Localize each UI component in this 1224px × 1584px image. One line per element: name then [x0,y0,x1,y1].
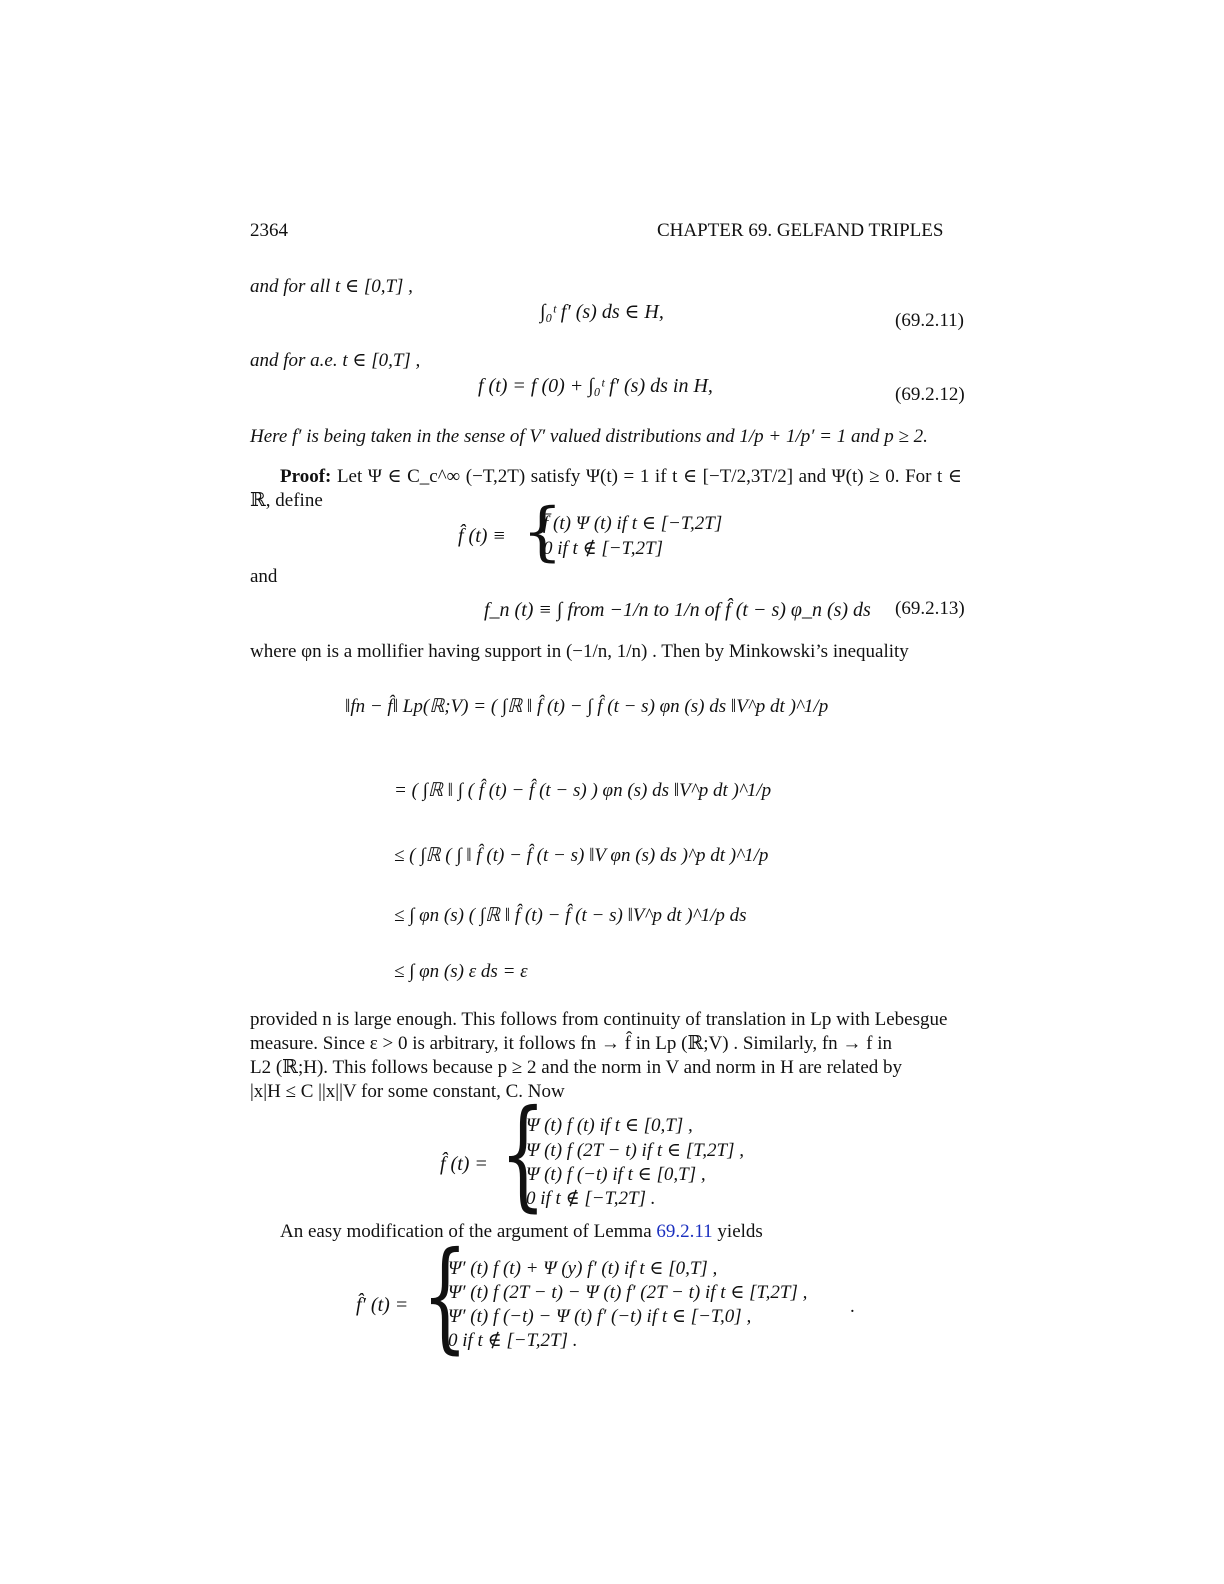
para-line: |x|H ≤ C ||x||V for some constant, C. Now [250,1081,565,1102]
fprime-case-3: Ψ′ (t) f (−t) − Ψ (t) f′ (−t) if t ∈ [−T,0] , [448,1306,752,1327]
theorem-text: Here f′ is being taken in the sense of V′ valued distributions and 1/p + 1/p′ = 1 and p ≥ 2. [250,426,928,447]
proof-paragraph [250,465,962,513]
left-brace: { [522,495,563,569]
equation-69-2-13: f_n (t) ≡ ∫ from −1/n to 1/n of f̂ (t − s) φ_n (s) ds [484,599,871,621]
fhat-case-2: Ψ (t) f (2T − t) if t ∈ [T,2T] , [526,1140,744,1161]
text-line: where φn is a mollifier having support in (−1/n, 1/n) . Then by Minkowski’s inequality [250,641,909,662]
fprime-case-2: Ψ′ (t) f (2T − t) − Ψ (t) f′ (2T − t) if t ∈ [T,2T] , [448,1282,808,1303]
fhat-lhs: f̂ (t) = [440,1153,488,1175]
chain-line-4: ≤ ∫ φn (s) ( ∫ℝ ‖ f̂ (t) − f̂ (t − s) ‖V^p dt )^1/p ds [394,905,747,926]
text-fragment: An easy modification of the argument of Lemma [280,1221,652,1242]
text-and: and [250,566,278,587]
equation-text: f (t) = f (0) + ∫₀ᵗ f′ (s) ds in H, [478,375,713,397]
period: . [850,1296,855,1317]
fhat-case-4: 0 if t ∉ [−T,2T] . [526,1188,656,1209]
chain-line-5: ≤ ∫ φn (s) ε ds = ε [394,961,528,982]
chapter-title: CHAPTER 69. GELFAND TRIPLES [657,220,944,241]
text-line: and for a.e. t ∈ [0,T] , [250,350,421,371]
para-line: measure. Since ε > 0 is arbitrary, it follows fn → f̂ in Lp (ℝ;V) . Similarly, fn → f in [250,1033,893,1054]
fhat-case-3: Ψ (t) f (−t) if t ∈ [0,T] , [526,1164,706,1185]
para-line: provided n is large enough. This follows from continuity of translation in Lp with Lebesgue [250,1009,948,1030]
equation-number: (69.2.12) [895,384,965,405]
equation-69-2-12 [478,374,713,398]
proof-label: Proof: [280,466,332,487]
text-line: and for all t ∈ [0,T] , [250,276,413,297]
def-case-1: f̄ (t) Ψ (t) if t ∈ [−T,2T] [543,513,723,534]
def-case-2: 0 if t ∉ [−T,2T] [543,538,663,559]
chain-line-1: ‖fn − f̂‖ Lp(ℝ;V) = ( ∫ℝ ‖ f̂ (t) − ∫ f̂ (t − s) φn (s) ds ‖V^p dt )^1/p [345,696,829,717]
text-fragment: yields [717,1221,763,1242]
left-brace: { [422,1227,468,1366]
fprime-case-1: Ψ′ (t) f (t) + Ψ (y) f′ (t) if t ∈ [0,T] , [448,1258,718,1279]
chain-line-2: = ( ∫ℝ ‖ ∫ ( f̂ (t) − f̂ (t − s) ) φn (s) ds ‖V^p dt )^1/p [394,780,772,801]
def-lhs: f̂ (t) ≡ [458,525,506,547]
fhat-case-1: Ψ (t) f (t) if t ∈ [0,T] , [526,1115,693,1136]
equation-number: (69.2.11) [895,310,964,331]
continuity-paragraph [250,1008,962,1104]
chain-line-3: ≤ ( ∫ℝ ( ∫ ‖ f̂ (t) − f̂ (t − s) ‖V φn (s) ds )^p dt )^1/p [394,845,769,866]
equation-number: (69.2.13) [895,598,965,619]
fprime-lhs: f̂′ (t) = [356,1294,409,1316]
equation-text: ∫₀ᵗ f′ (s) ds ∈ H, [540,301,664,323]
proof-text: Let Ψ ∈ C_c^∞ (−T,2T) satisfy Ψ(t) = 1 if t ∈ [−T/2,3T/2] and Ψ(t) ≥ 0. For t ∈ ℝ, define [250,466,962,511]
para-line: L2 (ℝ;H). This follows because p ≥ 2 and the norm in V and norm in H are related by [250,1057,903,1078]
lemma-link[interactable]: 69.2.11 [656,1221,713,1242]
text-line [280,1221,763,1244]
left-brace: { [500,1085,546,1224]
page-number: 2364 [250,220,288,241]
fprime-case-4: 0 if t ∉ [−T,2T] . [448,1330,578,1351]
equation-69-2-11 [540,300,664,324]
